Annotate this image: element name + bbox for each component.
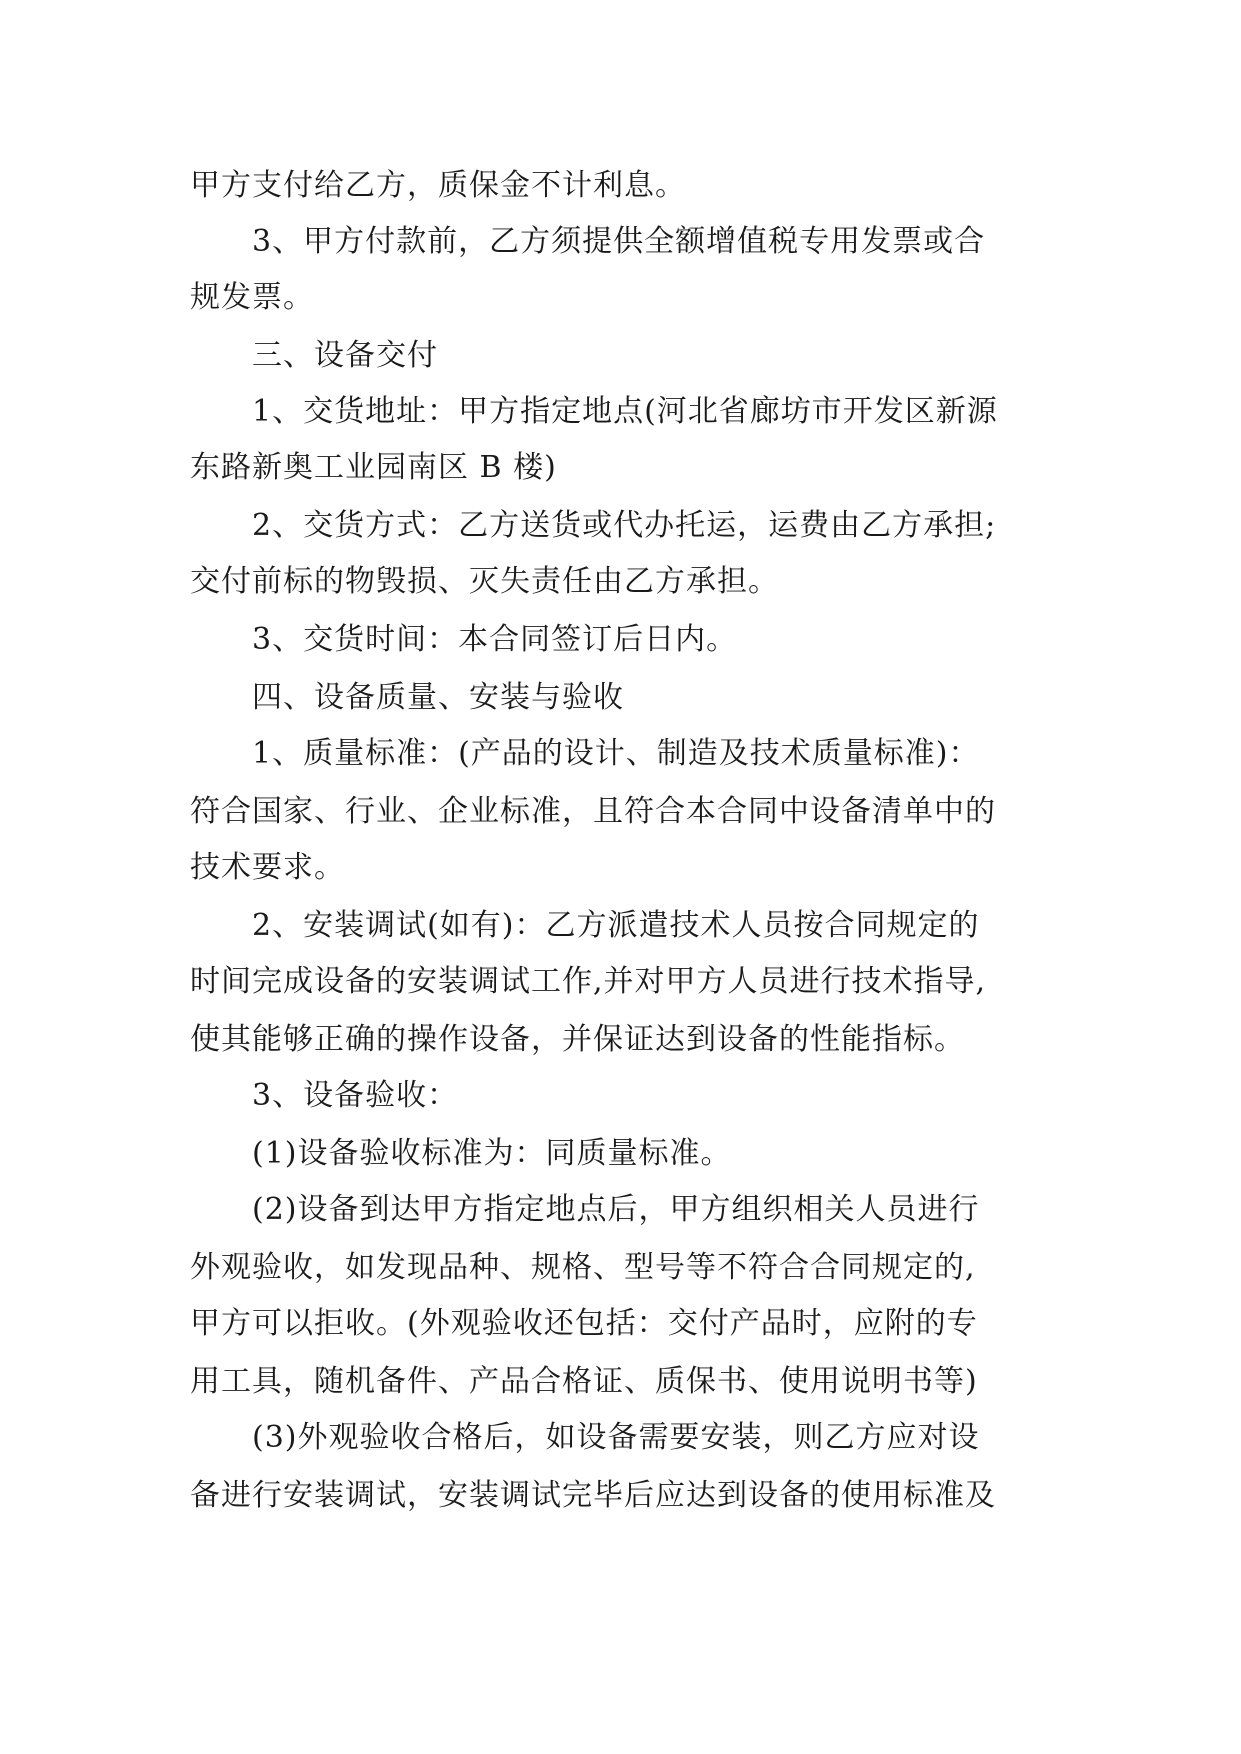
text-line: 2、交货方式：乙方送货或代办托运，运费由乙方承担; bbox=[252, 508, 997, 543]
text-line: (1)设备验收标准为：同质量标准。 bbox=[252, 1136, 732, 1171]
text-line: 3、交货时间：本合同签订后日内。 bbox=[252, 622, 738, 657]
section-heading: 四、设备质量、安装与验收 bbox=[252, 680, 624, 715]
text-line: 备进行安装调试，安装调试完毕后应达到设备的使用标准及 bbox=[190, 1478, 996, 1513]
text-line: 符合国家、行业、企业标准，且符合本合同中设备清单中的 bbox=[190, 794, 996, 829]
text-line: 交付前标的物毁损、灭失责任由乙方承担。 bbox=[190, 564, 779, 599]
text-line: 1、交货地址：甲方指定地点(河北省廊坊市开发区新源 bbox=[252, 394, 998, 429]
text-line: 2、安装调试(如有)：乙方派遣技术人员按合同规定的 bbox=[252, 908, 980, 943]
text-line: (2)设备到达甲方指定地点后，甲方组织相关人员进行 bbox=[252, 1192, 980, 1227]
text-line: (3)外观验收合格后，如设备需要安装，则乙方应对设 bbox=[252, 1420, 980, 1455]
text-line: 1、质量标准：(产品的设计、制造及技术质量标准)： bbox=[252, 736, 980, 771]
text-line: 时间完成设备的安装调试工作,并对甲方人员进行技术指导, bbox=[190, 964, 987, 999]
text-line: 甲方支付给乙方，质保金不计利息。 bbox=[190, 168, 686, 203]
text-line: 规发票。 bbox=[190, 280, 314, 315]
text-line: 甲方可以拒收。(外观验收还包括：交付产品时，应附的专 bbox=[190, 1306, 978, 1341]
text-line: 使其能够正确的操作设备，并保证达到设备的性能指标。 bbox=[190, 1022, 965, 1057]
text-line: 外观验收，如发现品种、规格、型号等不符合合同规定的, bbox=[190, 1250, 976, 1285]
text-line: 东路新奥工业园南区 B 楼) bbox=[190, 450, 557, 485]
text-line: 3、设备验收： bbox=[252, 1078, 459, 1113]
text-line: 3、甲方付款前，乙方须提供全额增值税专用发票或合 bbox=[252, 224, 986, 259]
text-line: 技术要求。 bbox=[190, 850, 345, 885]
text-line: 用工具，随机备件、产品合格证、质保书、使用说明书等) bbox=[190, 1364, 978, 1399]
section-heading: 三、设备交付 bbox=[252, 338, 438, 373]
